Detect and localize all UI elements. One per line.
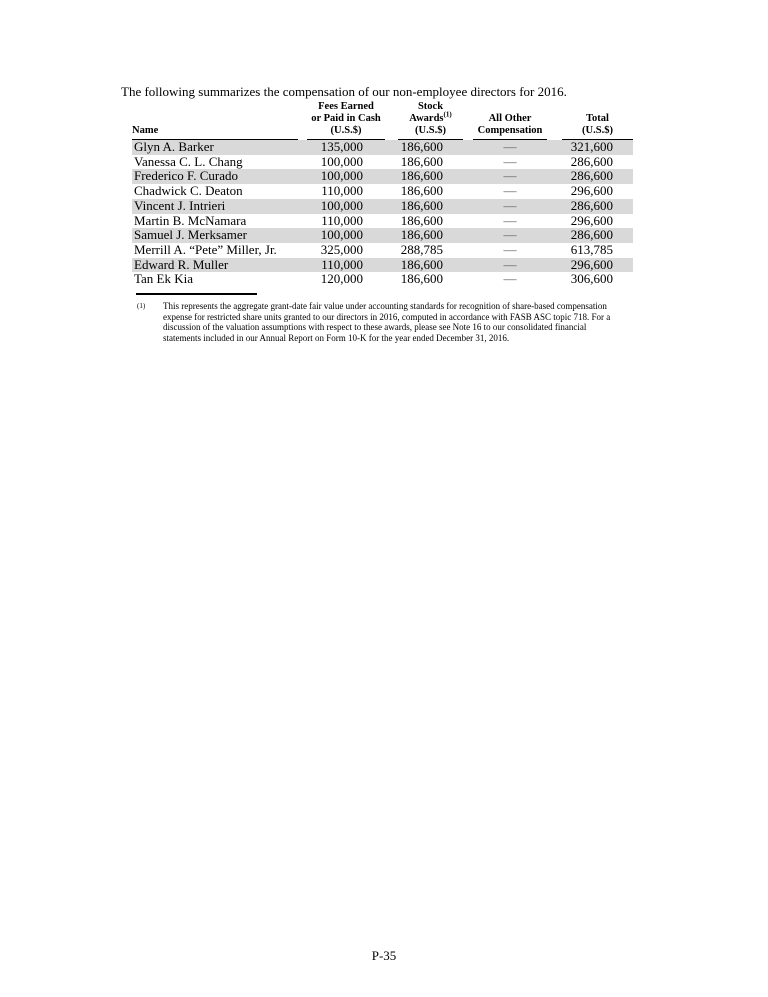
total-cell: 286,600 [570,169,613,184]
stock-awards-cell: 186,600 [400,228,443,243]
total-cell: 613,785 [570,242,613,257]
director-name-cell: Glyn A. Barker [134,140,214,154]
total-cell: 296,600 [570,184,613,199]
director-name-cell: Martin B. McNamara [134,213,247,228]
stock-awards-cell: 186,600 [400,257,443,272]
total-cell: 321,600 [570,140,613,154]
intro-paragraph: The following summarizes the compensation of our non-employee directors for 2016. [121,84,567,99]
footnote-marker: (1) [137,302,146,310]
table-row [132,272,633,287]
table-header [132,96,633,140]
fees-cell: 110,000 [321,184,363,199]
column-header-name: Name [132,96,307,140]
fees-cell: 325,000 [320,242,363,257]
other-compensation-cell: — [503,169,517,184]
total-cell: 296,600 [570,213,613,228]
other-compensation-cell: — [503,184,517,199]
total-cell: 306,600 [570,272,613,287]
table-row [132,258,633,273]
stock-awards-cell: 186,600 [400,184,443,199]
fees-cell: 120,000 [320,272,363,287]
footnote-text: This represents the aggregate grant-date fair value under accounting standards for recognition of share-based compensation expense for restricted share units granted to our directors in 2016, computed in accordance with FASB ASC topic 718. For a discussion of the valuation assumptions with respect to these awards, please see Note 16 to our consolidated financial statements included in our Annual Report on Form 10-K for the year ended December 31, 2016. [163,301,611,343]
stock-awards-cell: 186,600 [400,272,443,287]
footnote-reference: (1) [443,110,452,119]
other-compensation-cell: — [503,257,517,272]
column-header-total: Total (U.S.$) [562,96,633,140]
total-cell: 296,600 [570,257,613,272]
stock-awards-cell: 186,600 [400,154,443,169]
table-row [132,169,633,184]
other-compensation-cell: — [503,198,517,213]
fees-cell: 100,000 [320,169,363,184]
column-header-all-other-compensation: All Other Compensation [473,96,562,140]
stock-awards-cell: 186,600 [400,169,443,184]
director-name-cell: Frederico F. Curado [134,169,239,184]
column-header-stock-awards: Stock Awards$^{(1)}$ (U.S.$) [398,96,473,140]
column-header-fees-earned: Fees Earned or Paid in Cash (U.S.$) [307,96,398,140]
other-compensation-cell: — [503,140,517,154]
table-row [132,199,633,214]
table-body [132,140,633,287]
director-name-cell: Merrill A. “Pete” Miller, Jr. [134,242,277,257]
director-compensation-table [132,96,633,287]
other-compensation-cell: — [503,154,517,169]
other-compensation-cell: — [503,213,517,228]
page-number: P-35 [371,948,397,963]
fees-cell: 135,000 [320,140,363,154]
other-compensation-cell: — [503,272,517,287]
fees-cell: 100,000 [320,228,363,243]
director-name-cell: Samuel J. Merksamer [134,228,248,243]
director-name-cell: Vincent J. Intrieri [134,198,226,213]
other-compensation-cell: — [503,242,517,257]
table-row [132,140,633,155]
table-row [132,243,633,258]
total-cell: 286,600 [570,154,613,169]
fees-cell: 100,000 [320,198,363,213]
fees-cell: 110,000 [321,213,363,228]
footnote [136,293,628,343]
director-name-cell: Chadwick C. Deaton [134,184,243,199]
stock-awards-cell: 288,785 [400,242,443,257]
fees-cell: 110,000 [321,257,363,272]
total-cell: 286,600 [570,228,613,243]
table-row [132,214,633,229]
stock-awards-cell: 186,600 [400,213,443,228]
fees-cell: 100,000 [320,154,363,169]
table-row [132,228,633,243]
footnote-divider [136,293,257,295]
stock-awards-cell: 186,600 [400,198,443,213]
total-cell: 286,600 [570,198,613,213]
stock-awards-cell: 186,600 [400,140,443,154]
other-compensation-cell: — [503,228,517,243]
table-row [132,184,633,199]
director-name-cell: Vanessa C. L. Chang [134,154,243,169]
director-name-cell: Tan Ek Kia [134,272,194,287]
director-name-cell: Edward R. Muller [134,257,229,272]
table-row [132,155,633,170]
